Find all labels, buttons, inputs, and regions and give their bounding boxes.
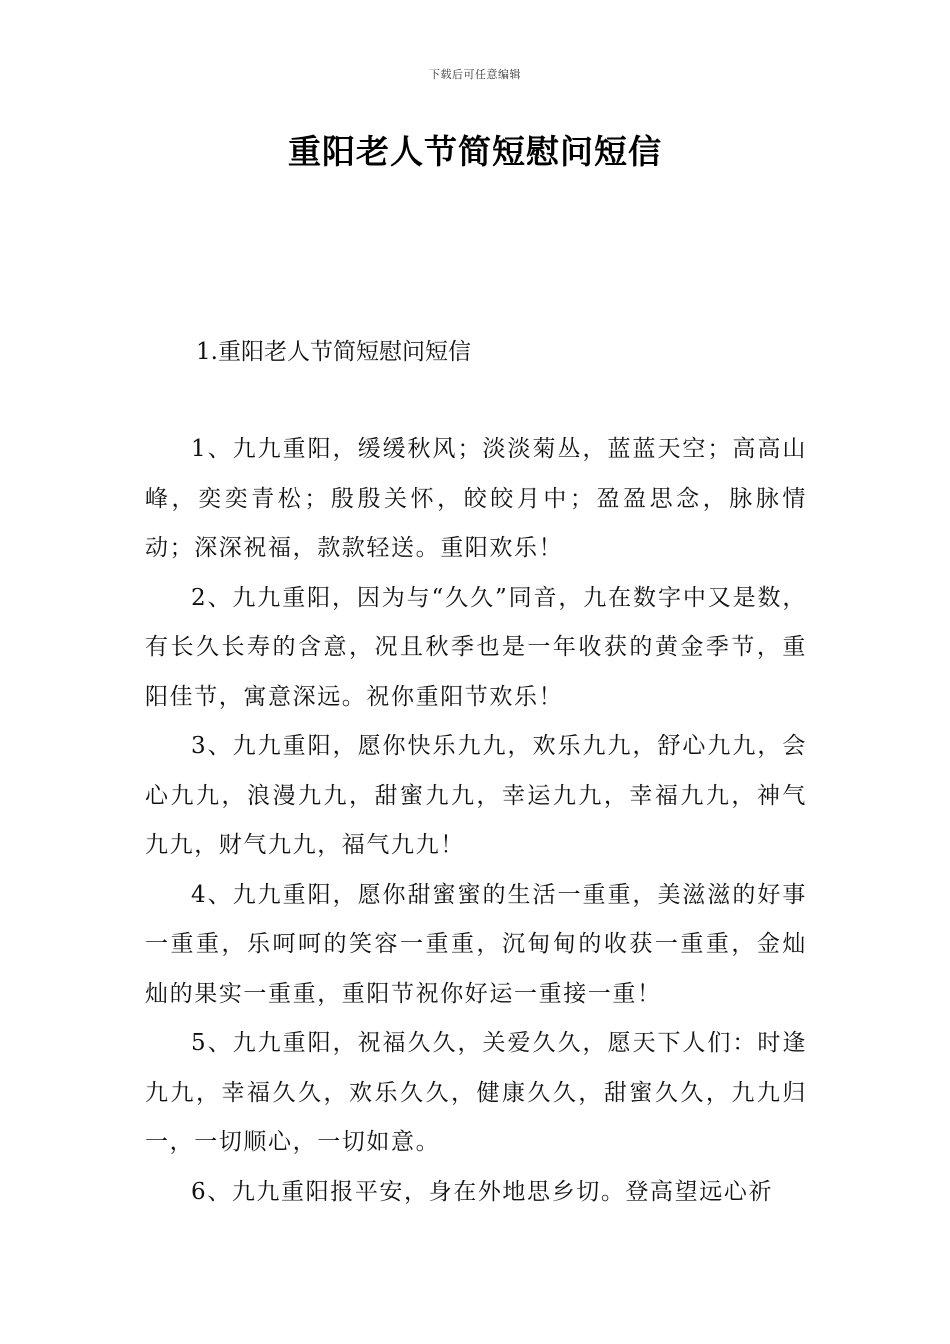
paragraph-4: 4、九九重阳，愿你甜蜜蜜的生活一重重，美滋滋的好事一重重，乐呵呵的笑容一重重，沉甸甸的收获一重重，金灿灿的果实一重重，重阳节祝你好运一重接一重！	[145, 881, 807, 1007]
document-title: 重阳老人节简短慰问短信	[288, 132, 662, 171]
paragraph-3: 3、九九重阳，愿你快乐九九，欢乐九九，舒心九九，会心九九，浪漫九九，甜蜜九九，幸运九九，幸福九九，神气九九，财气九九，福气九九！	[145, 733, 807, 858]
paragraph-2: 2、九九重阳，因为与“久久”同音，九在数字中又是数，有长久长寿的含意，况且秋季也是一年收获的黄金季节，重阳佳节，寓意深远。祝你重阳节欢乐！	[145, 584, 807, 710]
section-heading: 1.重阳老人节简短慰问短信	[196, 339, 471, 365]
paragraph-6: 6、九九重阳报平安，身在外地思乡切。登高望远心祈	[191, 1178, 774, 1205]
paragraph-5: 5、九九重阳，祝福久久，关爱久久，愿天下人们：时逢九九，幸福久久，欢乐久久，健康久久，甜蜜久久，九九归一，一切顺心，一切如意。	[145, 1030, 807, 1155]
paragraph-1: 1、九九重阳，缓缓秋风；淡淡菊丛，蓝蓝天空；高高山峰，奕奕青松；殷殷关怀，皎皎月中；盈盈思念，脉脉情动；深深祝福，款款轻送。重阳欢乐！	[145, 436, 807, 561]
document-body	[145, 425, 807, 1217]
header-note: 下载后可任意编辑	[429, 68, 521, 81]
